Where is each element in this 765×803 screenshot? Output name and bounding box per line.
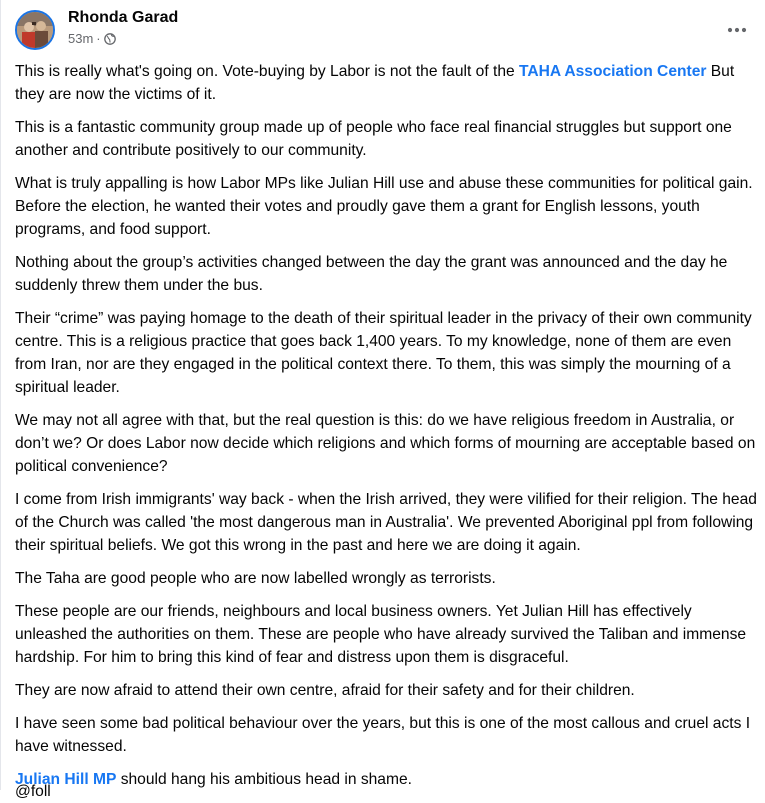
avatar-image: [17, 12, 53, 48]
paragraph-1-text-after: But they are now the victims of it.: [15, 63, 735, 103]
post-time[interactable]: 53m: [68, 31, 94, 46]
post-meta: [68, 31, 116, 47]
meta-separator: ·: [96, 31, 101, 46]
paragraph-6: We may not all agree with that, but the real question is this: do we have religious freedom in Australia, or don’t we? Or does Labor now decide which religions and which forms of mourning are acceptable based on political convenience?: [15, 412, 756, 475]
truncated-mention: @foll: [15, 783, 51, 800]
post-body: [15, 60, 757, 801]
avatar[interactable]: [15, 10, 55, 50]
paragraph-3: What is truly appalling is how Labor MPs like Julian Hill use and abuse these communities for political gain. Before the election, he wanted their votes and proudly gave them a grant for English lessons, youth programs, and food support.: [15, 175, 753, 238]
paragraph-9: These people are our friends, neighbours and local business owners. Yet Julian Hill has effectively unleashed the authorities on them. These are people who have already survived the Taliban and immense hardship. For him to bring this kind of fear and distress upon them is disgraceful.: [15, 603, 747, 666]
taha-association-link[interactable]: TAHA Association Center: [519, 63, 707, 80]
paragraph-11: I have seen some bad political behaviour over the years, but this is one of the most callous and cruel acts I have witnessed.: [15, 715, 751, 755]
julian-hill-mp-link[interactable]: Julian Hill MP: [15, 771, 117, 788]
paragraph-7: I come from Irish immigrants' way back - when the Irish arrived, they were vilified for their religion. The head of the Church was called 'the most dangerous man in Australia'. We prevented Aboriginal ppl from following their spiritual beliefs. We got this wrong in the past and here we are doing it again.: [15, 491, 757, 554]
paragraph-2: This is a fantastic community group made up of people who face real financial struggles but support one another and contribute positively to our community.: [15, 119, 732, 159]
paragraph-5: Their “crime” was paying homage to the death of their spiritual leader in the privacy of their own community centre. This is a religious practice that goes back 1,400 years. To my knowledge, none of them are even from Iran, nor are they engaged in the political context there. To them, this was simply the mourning of a spiritual leader.: [15, 310, 752, 396]
post-header: [15, 8, 755, 52]
paragraph-1: [15, 60, 757, 106]
paragraph-12: [15, 768, 757, 791]
author-name[interactable]: Rhonda Garad: [68, 9, 179, 26]
paragraph-10: They are now afraid to attend their own centre, afraid for their safety and for their children.: [15, 682, 635, 699]
more-options-icon[interactable]: [719, 12, 755, 48]
paragraph-4: Nothing about the group’s activities changed between the day the grant was announced and the day he suddenly threw them under the bus.: [15, 254, 728, 294]
globe-icon[interactable]: [104, 33, 116, 45]
paragraph-1-text-before: This is really what's going on. Vote-buying by Labor is not the fault of the: [15, 63, 520, 80]
paragraph-12-text: should hang his ambitious head in shame.: [116, 771, 412, 788]
paragraph-8: The Taha are good people who are now labelled wrongly as terrorists.: [15, 570, 496, 587]
